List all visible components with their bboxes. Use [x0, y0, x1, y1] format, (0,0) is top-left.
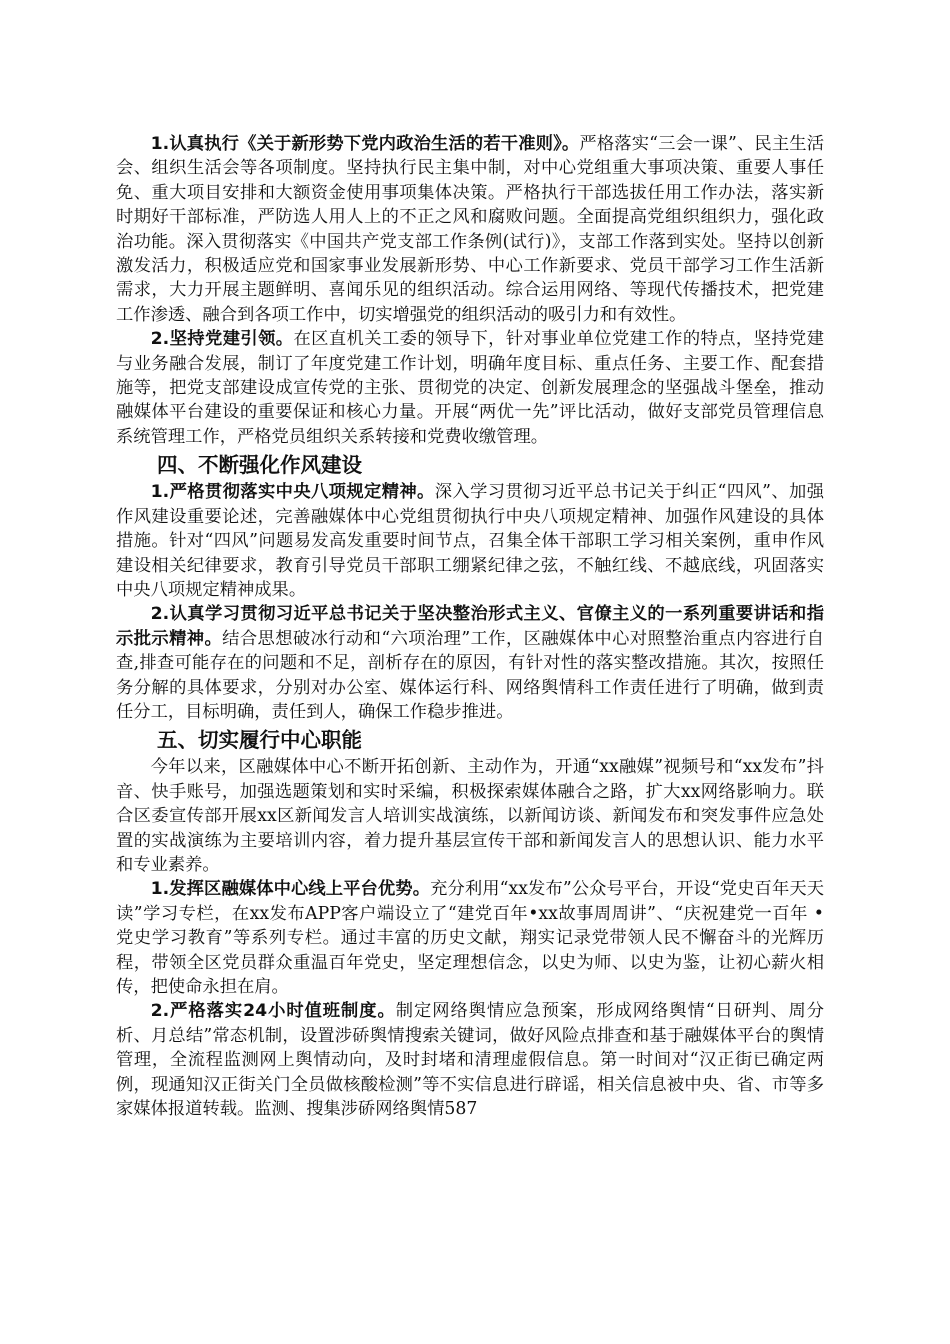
section-heading: 四、不断强化作风建设	[157, 453, 362, 478]
section-heading: 五、切实履行中心职能	[157, 728, 362, 753]
paragraph	[116, 999, 824, 1121]
paragraph-text: 严格落实“三会一课”、民主生活会、组织生活会等各项制度。坚持执行民主集中制，对中心党组重大事项决策、重要人事任免、重大项目安排和大额资金使用事项集体决策。严格执行干部选拔任用工作办法，落实新时期好干部标准，严防选人用人上的不正之风和腐败问题。全面提高党组织组织力，强化政治功能。深入贯彻落实《中国共产党支部工作条例(试行)》，支部工作落到实处。坚持以创新激发活力，积极适应党和国家事业发展新形势、中心工作新要求、党员干部学习工作生活新需求，大力开展主题鲜明、喜闻乐见的组织活动。综合运用网络、等现代传播技术，把党建工作渗透、融合到各项工作中，切实增强党的组织活动的吸引力和有效性。	[116, 134, 825, 325]
paragraph-lead: 1.发挥区融媒体中心线上平台优势。	[150, 879, 431, 900]
paragraph-text: 结合思想破冰行动和“六项治理”工作，区融媒体中心对照整治重点内容进行自查,排查可能存在的问题和不足，剖析存在的原因，有针对性的落实整改措施。其次，按照任务分解的具体要求，分别对办公室、媒体运行科、网络舆情科工作责任进行了明确，做到责任分工，目标明确，责任到人，确保工作稳步推进。	[116, 628, 824, 722]
paragraph-lead: 1.认真执行《关于新形势下党内政治生活的若干准则》。	[150, 134, 580, 154]
paragraph	[116, 755, 824, 877]
paragraph-text: 深入学习贯彻习近平总书记关于纠正“四风”、加强作风建设重要论述，完善融媒体中心党组贯彻执行中央八项规定精神、加强作风建设的具体措施。针对“四风”问题易发高发重要时间节点，召集全体干部职工学习相关案例，重申作风建设相关纪律要求，教育引导党员干部职工绷紧纪律之弦，不触红线、不越底线，巩固落实中央八项规定精神成果。	[116, 482, 825, 600]
paragraph	[116, 327, 824, 449]
paragraph	[116, 602, 824, 724]
paragraph	[116, 877, 824, 999]
paragraph	[116, 132, 824, 327]
paragraph-text: 在区直机关工委的领导下，针对事业单位党建工作的特点，坚持党建与业务融合发展，制订了年度党建工作计划，明确年度目标、重点任务、主要工作、配套措施等，把党支部建设成宣传党的主张、贯彻党的决定、创新发展理念的坚强战斗堡垒，推动融媒体平台建设的重要保证和核心力量。开展“两优一先”评比活动，做好支部党员管理信息系统管理工作，严格党员组织关系转接和党费收缴管理。	[116, 329, 824, 447]
paragraph-text: 今年以来，区融媒体中心不断开拓创新、主动作为，开通“xx融媒”视频号和“xx发布”抖音、快手账号，加强选题策划和实时采编，积极探索媒体融合之路，扩大xx网络影响力。联合区委宣传部开展xx区新闻发言人培训实战演练，以新闻访谈、新闻发布和突发事件应急处置的实战演练为主要培训内容，着力提升基层宣传干部和新闻发言人的思想认识、能力水平和专业素养。	[116, 757, 824, 875]
paragraph	[116, 480, 824, 602]
document-page	[116, 132, 824, 1121]
paragraph-text: 制定网络舆情应急预案，形成网络舆情“日研判、周分析、月总结”常态机制，设置涉硚舆情搜索关键词，做好风险点排查和基于融媒体平台的舆情管理，全流程监测网上舆情动向，及时封堵和清理虚假信息。第一时间对“汉正街已确定两例，现通知汉正街关门全员做核酸检测”等不实信息进行辟谣，相关信息被中央、省、市等多家媒体报道转载。监测、搜集涉硚网络舆情587	[116, 1001, 824, 1120]
paragraph-lead: 2.严格落实24小时值班制度。	[150, 1001, 396, 1022]
paragraph-text: 充分利用“xx发布”公众号平台，开设“党史百年天天读”学习专栏，在xx发布APP客户端设立了“建党百年•xx故事周周讲”、“庆祝建党一百年 • 党史学习教育”等系列专栏。通过丰富的历史文献，翔实记录党带领人民不懈奋斗的光辉历程，带领全区党员群众重温百年党史，坚定理想信念，以史为师、以史为鉴，让初心薪火相传，把使命永担在肩。	[116, 879, 824, 997]
paragraph-lead: 1.严格贯彻落实中央八项规定精神。	[150, 482, 435, 503]
paragraph-lead: 2.坚持党建引领。	[150, 329, 294, 350]
paragraph-lead: 2.认真学习贯彻习近平总书记关于坚决整治形式主义、官僚主义的一系列重要讲话和指示批示精神。	[116, 604, 824, 649]
